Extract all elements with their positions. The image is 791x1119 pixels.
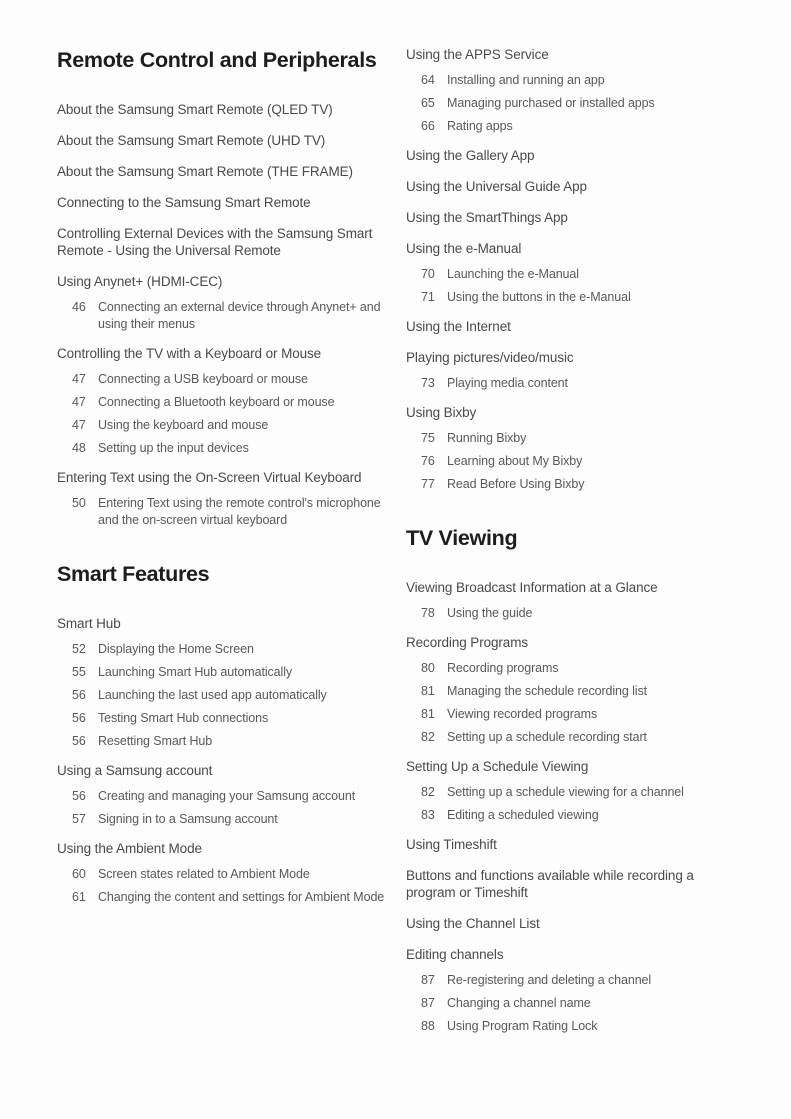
page-number: 75 [421, 431, 435, 445]
subentry-title: Connecting a USB keyboard or mouse [98, 372, 308, 386]
subentry-title: Managing the schedule recording list [447, 684, 647, 698]
toc-left-column [57, 46, 387, 1047]
page-number: 50 [72, 496, 86, 510]
toc-subentry[interactable] [57, 733, 387, 750]
toc-section-entry[interactable]: Entering Text using the On-Screen Virtual Keyboard [57, 470, 362, 485]
page-number: 64 [421, 73, 435, 87]
subentry-title: Screen states related to Ambient Mode [98, 867, 310, 881]
subentry-title: Installing and running an app [447, 73, 605, 87]
toc-section-entry[interactable]: About the Samsung Smart Remote (THE FRAME) [57, 164, 353, 179]
toc-section-entry[interactable]: Buttons and functions available while recording a program or Timeshift [406, 868, 694, 900]
subentry-title: Entering Text using the remote control's microphone and the on-screen virtual keyboard [98, 496, 381, 527]
toc-subentry-list [57, 299, 387, 333]
page-number: 70 [421, 267, 435, 281]
toc-subentry[interactable] [57, 788, 387, 805]
page-number: 47 [72, 372, 86, 386]
toc-section-entry[interactable]: Editing channels [406, 947, 504, 962]
page-number: 77 [421, 477, 435, 491]
toc-subentry[interactable] [406, 476, 736, 493]
subentry-title: Viewing recorded programs [447, 707, 598, 721]
page-number: 47 [72, 395, 86, 409]
toc-section-entry[interactable]: Connecting to the Samsung Smart Remote [57, 195, 311, 210]
toc-subentry[interactable] [57, 687, 387, 704]
toc-section-entry[interactable]: Using Bixby [406, 405, 477, 420]
toc-subentry[interactable] [57, 866, 387, 883]
toc-subentry-list [406, 72, 736, 135]
toc-subentry[interactable] [406, 995, 736, 1012]
subentry-title: Read Before Using Bixby [447, 477, 585, 491]
subentry-title: Connecting an external device through Anynet+ and using their menus [98, 300, 381, 331]
toc-section-entry[interactable]: About the Samsung Smart Remote (QLED TV) [57, 102, 333, 117]
toc-chapter-heading: Smart Features [57, 562, 210, 586]
page-number: 56 [72, 688, 86, 702]
page-number: 78 [421, 606, 435, 620]
toc-section-entry[interactable]: Using the SmartThings App [406, 210, 568, 225]
toc-section-entry[interactable]: Using the Gallery App [406, 148, 535, 163]
page-number: 65 [421, 96, 435, 110]
toc-subentry-list [406, 375, 736, 392]
toc-right-column [406, 46, 736, 1047]
subentry-title: Using the guide [447, 606, 533, 620]
toc-section-entry[interactable]: Using the e-Manual [406, 241, 522, 256]
toc-subentry[interactable] [406, 375, 736, 392]
toc-subentry-list [57, 371, 387, 457]
subentry-title: Testing Smart Hub connections [98, 711, 269, 725]
subentry-title: Launching the e-Manual [447, 267, 579, 281]
toc-subentry[interactable] [57, 371, 387, 388]
toc-section-entry[interactable]: Controlling the TV with a Keyboard or Mouse [57, 346, 322, 361]
page-number: 57 [72, 812, 86, 826]
toc-section-entry[interactable]: Controlling External Devices with the Samsung Smart Remote - Using the Universal Remote [57, 226, 373, 258]
page-number: 61 [72, 890, 86, 904]
page-number: 76 [421, 454, 435, 468]
subentry-title: Launching Smart Hub automatically [98, 665, 293, 679]
toc-section-entry[interactable]: Recording Programs [406, 635, 529, 650]
toc-section-entry[interactable]: Playing pictures/video/music [406, 350, 574, 365]
subentry-title: Resetting Smart Hub [98, 734, 213, 748]
toc-subentry-list [57, 866, 387, 906]
subentry-title: Using the buttons in the e-Manual [447, 290, 631, 304]
toc-subentry-list [57, 495, 387, 529]
page-number: 56 [72, 711, 86, 725]
toc-section-entry[interactable]: About the Samsung Smart Remote (UHD TV) [57, 133, 326, 148]
toc-subentry[interactable] [57, 710, 387, 727]
toc-subentry[interactable] [57, 811, 387, 828]
page-number: 46 [72, 300, 86, 314]
toc-subentry[interactable] [57, 440, 387, 457]
page-number: 82 [421, 730, 435, 744]
page-number: 81 [421, 707, 435, 721]
toc-section-entry[interactable]: Using the Universal Guide App [406, 179, 587, 194]
toc-section-entry[interactable]: Using the Internet [406, 319, 511, 334]
toc-subentry[interactable] [406, 972, 736, 989]
page-number: 81 [421, 684, 435, 698]
toc-section-entry[interactable]: Setting Up a Schedule Viewing [406, 759, 589, 774]
page-number: 87 [421, 973, 435, 987]
toc-section-entry[interactable]: Using the Channel List [406, 916, 540, 931]
subentry-title: Setting up a schedule recording start [447, 730, 647, 744]
page-number: 48 [72, 441, 86, 455]
toc-subentry[interactable] [406, 1018, 736, 1035]
toc-subentry-list [57, 641, 387, 750]
page-number: 56 [72, 734, 86, 748]
toc-subentry[interactable] [406, 95, 736, 112]
toc-subentry[interactable] [406, 729, 736, 746]
toc-subentry-list [406, 266, 736, 306]
subentry-title: Setting up a schedule viewing for a channel [447, 785, 684, 799]
page-number: 80 [421, 661, 435, 675]
page-number: 82 [421, 785, 435, 799]
toc-subentry-list [406, 430, 736, 493]
subentry-title: Rating apps [447, 119, 513, 133]
subentry-title: Editing a scheduled viewing [447, 808, 599, 822]
toc-subentry[interactable] [57, 641, 387, 658]
page-number: 47 [72, 418, 86, 432]
toc-section-entry[interactable]: Viewing Broadcast Information at a Glance [406, 580, 658, 595]
subentry-title: Managing purchased or installed apps [447, 96, 655, 110]
page-number: 55 [72, 665, 86, 679]
subentry-title: Re-registering and deleting a channel [447, 973, 652, 987]
toc-section-entry[interactable]: Using the APPS Service [406, 47, 549, 62]
page-number: 60 [72, 867, 86, 881]
toc-subentry[interactable] [406, 784, 736, 801]
toc-subentry[interactable] [406, 266, 736, 283]
toc-subentry[interactable] [57, 299, 387, 333]
subentry-title: Changing a channel name [447, 996, 591, 1010]
toc-section-entry[interactable]: Using the Ambient Mode [57, 841, 202, 856]
subentry-title: Learning about My Bixby [447, 454, 583, 468]
page-number: 87 [421, 996, 435, 1010]
subentry-title: Using Program Rating Lock [447, 1019, 598, 1033]
toc-columns [57, 46, 741, 1047]
toc-subentry[interactable] [406, 118, 736, 135]
page-number: 52 [72, 642, 86, 656]
toc-subentry[interactable] [406, 706, 736, 723]
toc-section-entry[interactable]: Using Anynet+ (HDMI-CEC) [57, 274, 223, 289]
toc-subentry-list [406, 660, 736, 746]
toc-subentry[interactable] [406, 683, 736, 700]
toc-subentry[interactable] [406, 807, 736, 824]
subentry-title: Connecting a Bluetooth keyboard or mouse [98, 395, 335, 409]
toc-section-entry[interactable]: Using Timeshift [406, 837, 497, 852]
toc-section-entry[interactable]: Smart Hub [57, 616, 121, 631]
subentry-title: Playing media content [447, 376, 568, 390]
toc-subentry-list [406, 972, 736, 1035]
toc-subentry[interactable] [406, 453, 736, 470]
toc-subentry[interactable] [57, 664, 387, 681]
toc-chapter-heading: TV Viewing [406, 526, 518, 550]
subentry-title: Recording programs [447, 661, 559, 675]
toc-subentry-list [406, 605, 736, 622]
subentry-title: Running Bixby [447, 431, 527, 445]
page-number: 71 [421, 290, 435, 304]
toc-subentry-list [406, 784, 736, 824]
page-number: 66 [421, 119, 435, 133]
toc-subentry[interactable] [57, 394, 387, 411]
toc-subentry[interactable] [406, 72, 736, 89]
toc-subentry[interactable] [406, 430, 736, 447]
toc-subentry[interactable] [57, 495, 387, 529]
toc-section-entry[interactable]: Using a Samsung account [57, 763, 213, 778]
subentry-title: Displaying the Home Screen [98, 642, 254, 656]
toc-subentry[interactable] [406, 289, 736, 306]
toc-subentry[interactable] [57, 417, 387, 434]
subentry-title: Creating and managing your Samsung account [98, 789, 356, 803]
subentry-title: Changing the content and settings for Ambient Mode [98, 890, 385, 904]
toc-subentry[interactable] [406, 605, 736, 622]
toc-subentry[interactable] [406, 660, 736, 677]
page-number: 73 [421, 376, 435, 390]
toc-subentry-list [57, 788, 387, 828]
toc-chapter-heading: Remote Control and Peripherals [57, 48, 377, 72]
subentry-title: Launching the last used app automatically [98, 688, 327, 702]
subentry-title: Signing in to a Samsung account [98, 812, 278, 826]
page-number: 83 [421, 808, 435, 822]
subentry-title: Setting up the input devices [98, 441, 249, 455]
subentry-title: Using the keyboard and mouse [98, 418, 269, 432]
page-number: 88 [421, 1019, 435, 1033]
toc-subentry[interactable] [57, 889, 387, 906]
page-number: 56 [72, 789, 86, 803]
